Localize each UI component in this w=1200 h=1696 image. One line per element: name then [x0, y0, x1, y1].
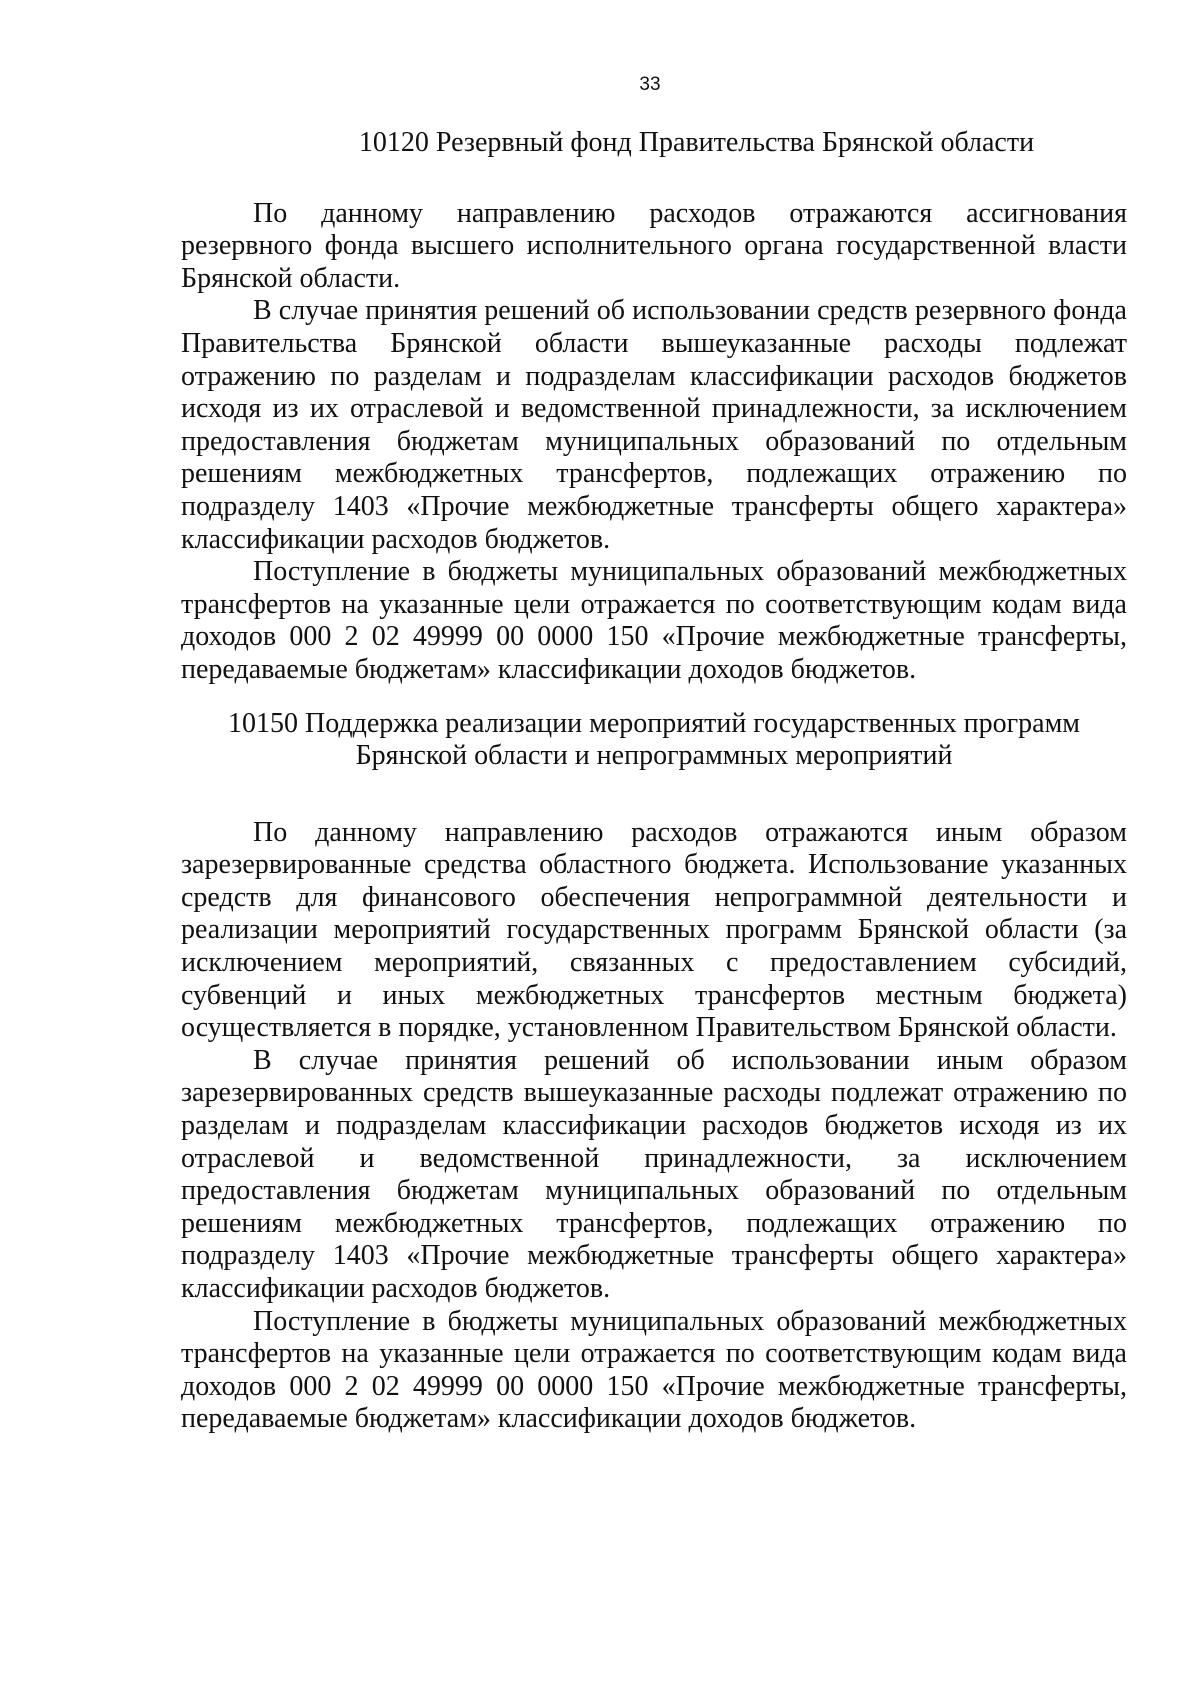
paragraph: Поступление в бюджеты муниципальных образований межбюджетных трансфертов на указанные цели отражается по соответствующим кодам вида доходов 000 2 02 49999 00 0000 150 «Прочие межбюджетные трансферты, передаваемые бюджетам» классификации доходов бюджетов.	[181, 556, 1127, 685]
document-body	[181, 127, 1127, 1436]
paragraph: В случае принятия решений об использовании средств резервного фонда Правительства Брянской области вышеуказанные расходы подлежат отражению по разделам и подразделам классификации расходов бюджетов исходя из их отраслевой и ведомственной принадлежности, за исключением предоставления бюджетам муниципальных образований по отдельным решениям межбюджетных трансфертов, подлежащих отражению по подразделу 1403 «Прочие межбюджетные трансферты общего характера» классификации расходов бюджетов.	[181, 295, 1127, 555]
section-heading-10150	[181, 708, 1127, 773]
paragraph: По данному направлению расходов отражаются ассигнования резервного фонда высшего исполнительного органа государственной власти Брянской области.	[181, 197, 1127, 294]
paragraph: В случае принятия решений об использовании иным образом зарезервированных средств вышеуказанные расходы подлежат отражению по разделам и подразделам классификации расходов бюджетов исходя из их отраслевой и ведомственной принадлежности, за исключением предоставления бюджетам муниципальных образований по отдельным решениям межбюджетных трансфертов, подлежащих отражению по подразделу 1403 «Прочие межбюджетные трансферты общего характера» классификации расходов бюджетов.	[181, 1044, 1127, 1304]
page-number: 33	[639, 74, 661, 95]
section-heading-10120: 10120 Резервный фонд Правительства Брянской области	[358, 127, 1035, 158]
section-heading-line: Брянской области и непрограммных мероприятий	[355, 740, 953, 772]
paragraph: Поступление в бюджеты муниципальных образований межбюджетных трансфертов на указанные цели отражается по соответствующим кодам вида доходов 000 2 02 49999 00 0000 150 «Прочие межбюджетные трансферты, передаваемые бюджетам» классификации доходов бюджетов.	[181, 1305, 1127, 1435]
paragraph: По данному направлению расходов отражаются иным образом зарезервированные средства областного бюджета. Использование указанных средств для финансового обеспечения непрограммной деятельности и реализации мероприятий государственных программ Брянской области (за исключением мероприятий, связанных с предоставлением субсидий, субвенций и иных межбюджетных трансфертов местным бюджета) осуществляется в порядке, установленном Правительством Брянской области.	[181, 816, 1127, 1044]
section-heading-line: 10150 Поддержка реализации мероприятий государственных программ	[227, 707, 1081, 739]
